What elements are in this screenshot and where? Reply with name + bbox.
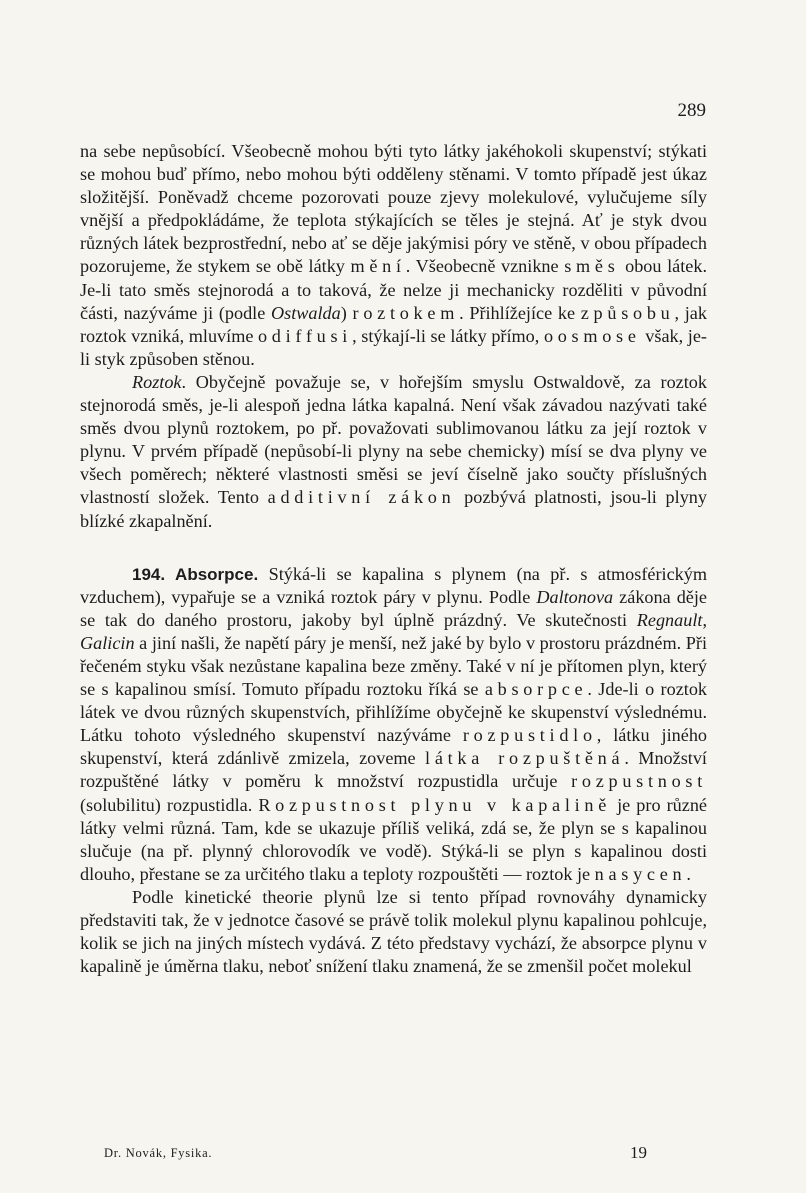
spaced-term: diffusi [271,325,353,346]
text-run: , látku jiného skupenství, která zdánlivě zmizela, zoveme [80,725,708,769]
text-run: . Všeobecně vznikne [405,256,565,277]
section-heading: 194. Absorpce. [132,564,259,584]
spaced-term: Rozpustnost plynu v kapalině [258,794,612,815]
text-run: , stýkají-li se látky přímo, o [352,325,558,346]
italic-term: Roztok [132,371,182,392]
text-run: , [702,609,707,630]
text-run: Podle kinetické theorie plynů lze si tento případ rovnováhy dynamicky představiti tak, že v jednotce časové se právě tolik molekul plynu kapalinou pohlcuje, kolik se jich na jiných místech vydává. Z této představy vychází, že absorpce plynu v kapalině je úměrna tlaku, neboť snížení tlaku znamená, že se zmenšil počet molekul [80,886,707,977]
paragraph [80,563,707,886]
spaced-term: absorpce [484,679,588,700]
text-run: je pro různé látky velmi různá. Tam, kde se ukazuje příliš veliká, zdá se, že plyn se s kapalinou slučuje (na př. plynný chlorovodík ve vodě). Stýká-li se plyn s kapalinou dosti dlouho, přestane se za určitého tlaku a teploty rozpouštěti — roztok je [80,794,707,884]
spaced-term: additivní zákon [267,487,456,508]
spaced-term: osmose [557,325,641,346]
text-run: obou látek. Je-li tato směs stejnorodá a to taková, že nelze ji mechanicky rozděliti v původní části, nazýváme ji (podle [80,256,707,323]
text-run: . Množství rozpuštěné látky v poměru k množství rozpustidla určuje [80,748,707,792]
page-number: 289 [677,100,706,121]
spaced-term: nasycen [594,863,687,884]
spaced-term: směs [564,256,620,277]
text-run: . Jde-li o roztok látek ve dvou různých skupenstvích, přihlížíme obyčejně ke skupenství výslednému. Látku tohoto výsledného skupenství nazýváme [80,679,708,746]
italic-name: Regnault [636,609,703,630]
paragraph [80,886,707,978]
footer-author: Dr. Novák, Fysika. [104,1146,213,1160]
spaced-term: způsobu [580,302,675,323]
text-run: pozbývá platnosti, jsou-li plyny blízké zkapalnění. [80,487,707,531]
spaced-term: roztokem [352,302,460,323]
italic-name: Galicin [80,632,135,653]
text-run: na sebe nepůsobící. Všeobecně mohou býti tyto látky jakéhokoli skupenství; stýkati se mohou buď přímo, nebo mohou býti odděleny stěnami. V tomto případě jest úkaz složitější. Poněvadž chceme pozorovati pouze zjevy molekulové, vylučujeme síly vnější a předpokládáme, že teplota stýkajících se těles je stejná. Ať je styk dvou různých látek bezprostřední, nebo ať se děje jakýmisi póry ve stěně, v obou případech pozorujeme, že stykem se obě látky [80,141,707,277]
paragraph [80,371,707,533]
page-text [80,140,707,978]
text-run: ) [340,302,353,323]
text-run: , jak roztok vzniká, mluvíme o [80,302,707,346]
spaced-term: mění [350,256,406,277]
text-run: a jiní našli, že napětí páry je menší, než jaké by bylo v prostoru prázdném. Při řečeném styku však nezůstane kapalina beze změny. Také v ní je přítomen plyn, který se s kapalinou smísí. Tomuto případu roztoku říká se [80,632,707,700]
section-gap [80,533,707,563]
spaced-term: rozpustidlo [462,725,597,746]
signature-mark: 19 [630,1143,647,1162]
text-run: zákona děje se tak do daného prostoru, jakoby byl úplně prázdný. Ve skutečnosti [80,586,708,630]
text-run: . Obyčejně považuje se, v hořejším smyslu Ostwaldově, za roztok stejnorodá směs, je-li alespoň jedna látka kapalná. Není však závadou nazývati také směs dvou plynů roztokem, po př. považovati sublimovanou látku za její roztok v plynu. V prvém případě (nepůsobí-li plyny na sebe chemicky) mísí se dva plyny ve všech poměrech; některé vlastnosti směsi se jeví číselně jako součty příslušných vlastností složek. Tento [80,371,707,508]
text-run: . Přihlížejíce ke [459,302,581,323]
text-run: (solubilitu) rozpustidla. [80,794,259,815]
spaced-term: látka rozpuštěná [425,748,625,769]
paragraph [80,140,707,371]
italic-name: Daltonova [536,586,614,607]
spaced-term: rozpustnost [571,771,707,792]
italic-name: Ostwalda [271,302,341,323]
text-run: . [686,863,691,884]
text-run: však, je-li styk způsoben stěnou. [80,325,707,369]
text-run: Stýká-li se kapalina s plynem (na př. s atmosférickým vzduchem), vypařuje se a vzniká roztok páry v plynu. Podle [80,563,707,607]
